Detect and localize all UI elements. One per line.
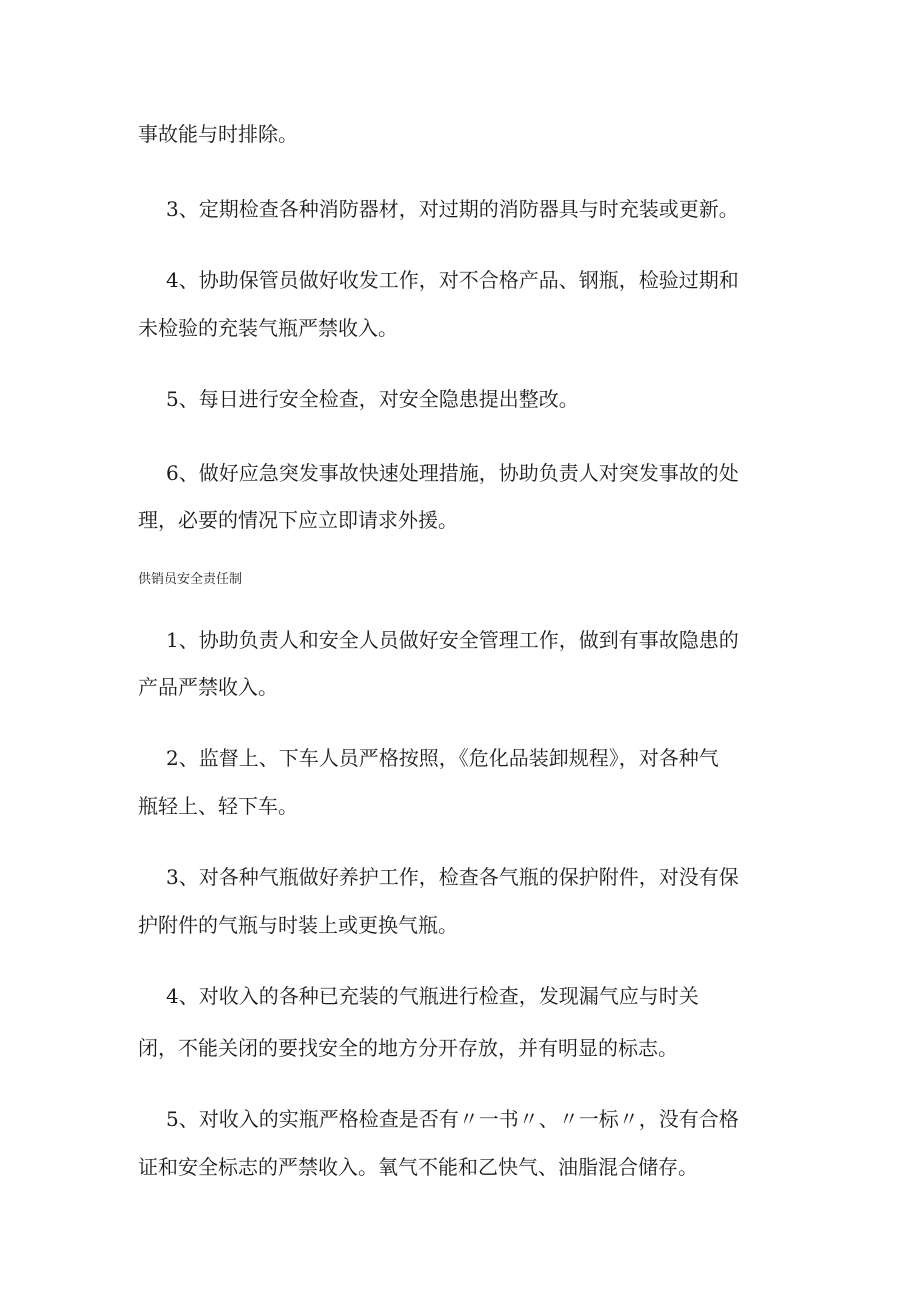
- paragraph-line: 瓶轻上、轻下车。: [138, 794, 298, 818]
- paragraph-line: 5、每日进行安全检查，对安全隐患提出整改。: [166, 387, 579, 411]
- paragraph-line: 理，必要的情况下应立即请求外援。: [138, 508, 458, 532]
- paragraph-line: 未检验的充装气瓶严禁收入。: [138, 316, 398, 340]
- paragraph-line: 3、对各种气瓶做好养护工作，检查各气瓶的保护附件，对没有保: [166, 865, 739, 889]
- paragraph-line: 闭，不能关闭的要找安全的地方分开存放，并有明显的标志。: [138, 1036, 678, 1060]
- paragraph-line: 4、对收入的各种已充装的气瓶进行检查，发现漏气应与时关: [166, 984, 699, 1008]
- paragraph-line: 5、对收入的实瓶严格检查是否有〃一书〃、〃一标〃，没有合格: [166, 1107, 739, 1131]
- paragraph-line: 2、监督上、下车人员严格按照，《危化品装卸规程》，对各种气: [166, 746, 719, 770]
- paragraph-line: 事故能与时排除。: [138, 122, 298, 146]
- paragraph-line: 护附件的气瓶与时装上或更换气瓶。: [138, 913, 458, 937]
- paragraph-line: 证和安全标志的严禁收入。氧气不能和乙快气、油脂混合储存。: [138, 1155, 698, 1179]
- paragraph-line: 3、定期检查各种消防器材，对过期的消防器具与时充装或更新。: [166, 197, 739, 221]
- paragraph-line: 1、协助负责人和安全人员做好安全管理工作，做到有事故隐患的: [166, 628, 739, 652]
- paragraph-line: 产品严禁收入。: [138, 675, 278, 699]
- section-heading: 供销员安全责任制: [138, 572, 243, 587]
- paragraph-line: 6、做好应急突发事故快速处理措施，协助负责人对突发事故的处: [166, 461, 739, 485]
- paragraph-line: 4、协助保管员做好收发工作，对不合格产品、钢瓶，检验过期和: [166, 268, 739, 292]
